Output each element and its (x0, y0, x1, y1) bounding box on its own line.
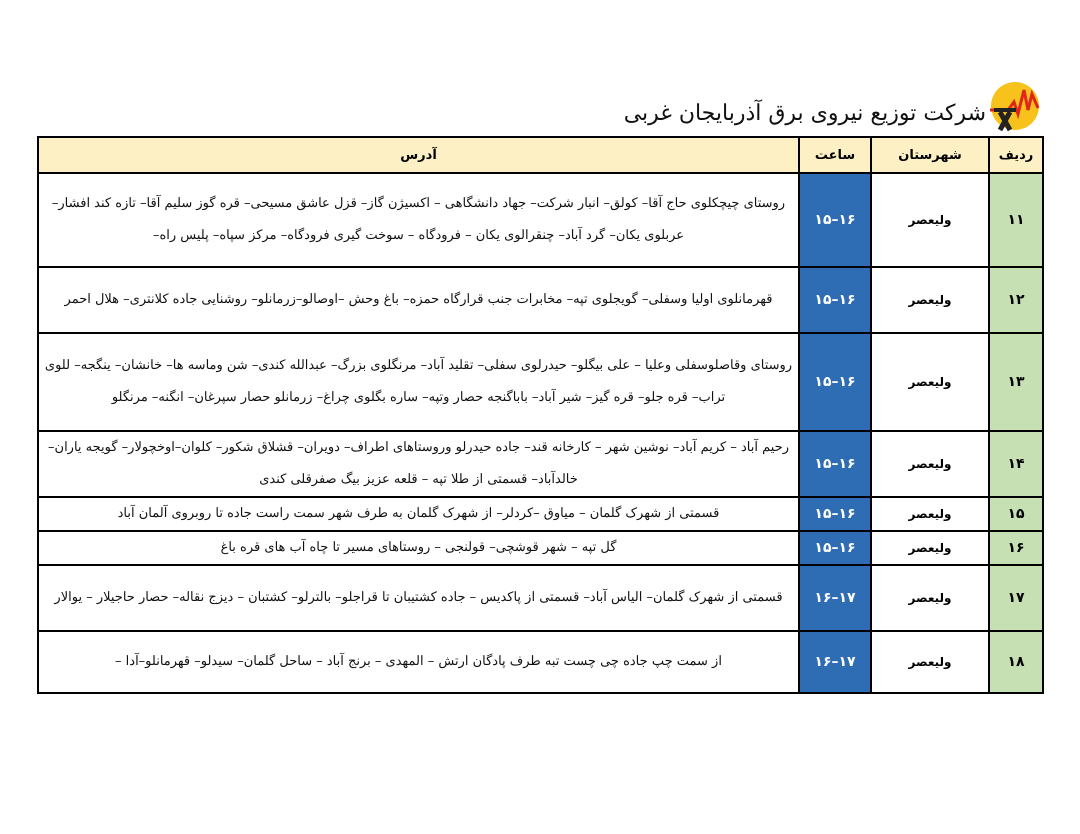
address-cell: قهرمانلوی اولیا وسفلی– گویجلوی تپه– مخابرات جنب قرارگاه حمزه– باغ وحش –اوصالو–زرمانلو– روشنایی جاده کلانتری– هلال احمر (38, 267, 799, 333)
outage-schedule-table (37, 136, 1044, 694)
time-cell: ۱۶–۱۷ (799, 565, 871, 631)
radif-cell: ۱۴ (989, 431, 1043, 497)
address-cell: رحیم آباد – کریم آباد– نوشین شهر – کارخانه قند– جاده حیدرلو وروستاهای اطراف– دویران– قشلاق شکور– کلوان–اوخچولار– گویجه یاران– خالدآباد– قسمتی از طلا تپه – قلعه عزیز بیگ صفرقلی کندی (38, 431, 799, 497)
table-row (38, 173, 1043, 267)
radif-cell: ۱۵ (989, 497, 1043, 531)
address-cell: گل تپه – شهر قوشچی– قولنجی – روستاهای مسیر تا چاه آب های قره باغ (38, 531, 799, 565)
address-cell: روستای وقاصلوسفلی وعلیا – علی بیگلو– حیدرلوی سفلی– تقلید آباد– مرنگلوی بزرگ– عبدالله کندی– شن وماسه ها– خانشان– ینگجه– للوی تراب– قره جلو– قره گیز– شیر آباد– باباگنجه حصار وتپه– ساره بگلوی چراغ– زرمانلو حصار سپرغان– انگنه– مرنگلو (38, 333, 799, 431)
city-cell: ولیعصر (871, 431, 989, 497)
table-header-row (38, 137, 1043, 173)
radif-cell: ۱۶ (989, 531, 1043, 565)
table-row (38, 565, 1043, 631)
table-row (38, 631, 1043, 693)
document-header (624, 78, 1040, 134)
company-logo-icon (988, 80, 1040, 132)
column-header-radif: ردیف (989, 137, 1043, 173)
time-cell: ۱۵–۱۶ (799, 431, 871, 497)
table-row (38, 333, 1043, 431)
time-cell: ۱۵–۱۶ (799, 173, 871, 267)
radif-cell: ۱۷ (989, 565, 1043, 631)
city-cell: ولیعصر (871, 333, 989, 431)
table-row (38, 497, 1043, 531)
city-cell: ولیعصر (871, 565, 989, 631)
address-cell: قسمتی از شهرک گلمان– الیاس آباد– قسمتی از پاکدیس – جاده کشتیبان تا قراجلو– بالترلو– کشتبان – دیزج نقاله– حصار حاجیلار – یوالار (38, 565, 799, 631)
time-cell: ۱۵–۱۶ (799, 267, 871, 333)
city-cell: ولیعصر (871, 267, 989, 333)
table-row (38, 531, 1043, 565)
address-cell: روستای چیچکلوی حاج آقا– کولق– انبار شرکت– جهاد دانشگاهی – اکسیژن گاز– قزل عاشق مسیحی– قره گوز سلیم آقا– تازه کند افشار– عربلوی یکان– گرد آباد– چنقرالوی یکان – فرودگاه – سوخت گیری فرودگاه– مرکز سپاه– پلیس راه– (38, 173, 799, 267)
column-header-city: شهرستان (871, 137, 989, 173)
radif-cell: ۱۳ (989, 333, 1043, 431)
city-cell: ولیعصر (871, 531, 989, 565)
column-header-time: ساعت (799, 137, 871, 173)
table-row (38, 431, 1043, 497)
time-cell: ۱۵–۱۶ (799, 497, 871, 531)
time-cell: ۱۶–۱۷ (799, 631, 871, 693)
city-cell: ولیعصر (871, 173, 989, 267)
city-cell: ولیعصر (871, 497, 989, 531)
city-cell: ولیعصر (871, 631, 989, 693)
time-cell: ۱۵–۱۶ (799, 333, 871, 431)
company-title: شرکت توزیع نیروی برق آذربایجان غربی (623, 100, 986, 126)
address-cell: از سمت چپ جاده چی چست تبه طرف پادگان ارتش – المهدی – برنج آباد – ساحل گلمان– سیدلو– قهرمانلو–آدا – (38, 631, 799, 693)
radif-cell: ۱۸ (989, 631, 1043, 693)
time-cell: ۱۵–۱۶ (799, 531, 871, 565)
column-header-address: آدرس (38, 137, 799, 173)
radif-cell: ۱۲ (989, 267, 1043, 333)
table-row (38, 267, 1043, 333)
address-cell: قسمتی از شهرک گلمان – میاوق –کردلر– از شهرک گلمان به طرف شهر سمت راست جاده تا روبروی آلمان آباد (38, 497, 799, 531)
radif-cell: ۱۱ (989, 173, 1043, 267)
